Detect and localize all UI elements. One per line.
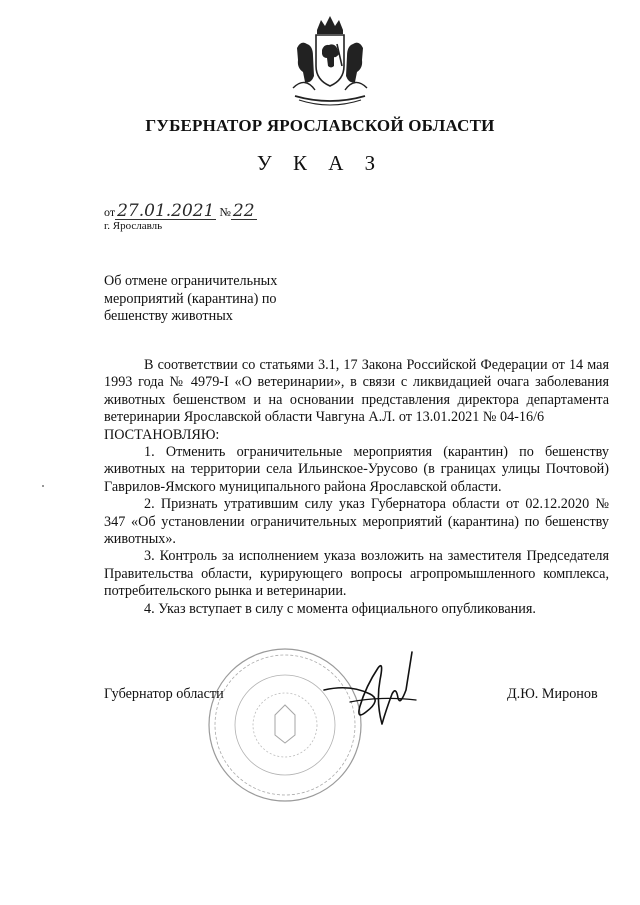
scan-speck <box>42 485 44 487</box>
document-number: 22 <box>232 201 255 221</box>
date-prefix: от <box>104 205 116 219</box>
document-subject <box>104 273 314 326</box>
document-type: У К А З <box>256 151 384 175</box>
subject-line: мероприятий (карантина) по <box>104 290 277 307</box>
resolution-item: 1. Отменить ограничительные мероприятия (карантин) по бешенству животных на территории села Ильинское-Урусово (в границах улицы Почтовой) Гаврилов-Ямского муниципального района Ярославской области. <box>104 444 609 495</box>
signatory-position: Губернатор области <box>104 686 224 702</box>
resolution-item: 2. Признать утратившим силу указ Губернатора области от 02.12.2020 № 347 «Об установлении ограничительных мероприятий (карантина) по бешенству животных». <box>104 496 609 548</box>
subject-line: Об отмене ограничительных <box>104 273 278 289</box>
city: г. Ярославль <box>104 220 163 232</box>
number-prefix: № <box>219 205 231 219</box>
document-date: 27.01.2021 <box>117 201 215 221</box>
resolution-item: 3. Контроль за исполнением указа возложить на заместителя Председателя Правительства области, курирующего вопросы агропромышленного комплекса, потребительского рынка и ветеринарии. <box>104 548 609 600</box>
handwritten-signature-icon <box>320 650 430 732</box>
issuing-authority: ГУБЕРНАТОР ЯРОСЛАВСКОЙ ОБЛАСТИ <box>145 116 495 135</box>
signatory-name: Д.Ю. Миронов <box>507 686 598 702</box>
preamble-paragraph: В соответствии со статьями 3.1, 17 Закона Российской Федерации от 14 мая 1993 года № 4979-I «О ветеринарии», в связи с ликвидацией очага заболевания животных бешенством и на основании представления директора департамента ветеринарии Ярославской области Чавгуна А.Л. от 13.01.2021 № 04-16/6 <box>104 357 609 426</box>
resolve-heading: ПОСТАНОВЛЯЮ: <box>104 426 220 443</box>
document-body <box>104 357 609 618</box>
date-number-line <box>104 201 257 221</box>
coat-of-arms-icon <box>287 14 373 108</box>
subject-line: бешенству животных <box>104 308 233 324</box>
resolution-item: 4. Указ вступает в силу с момента официального опубликования. <box>144 600 536 617</box>
